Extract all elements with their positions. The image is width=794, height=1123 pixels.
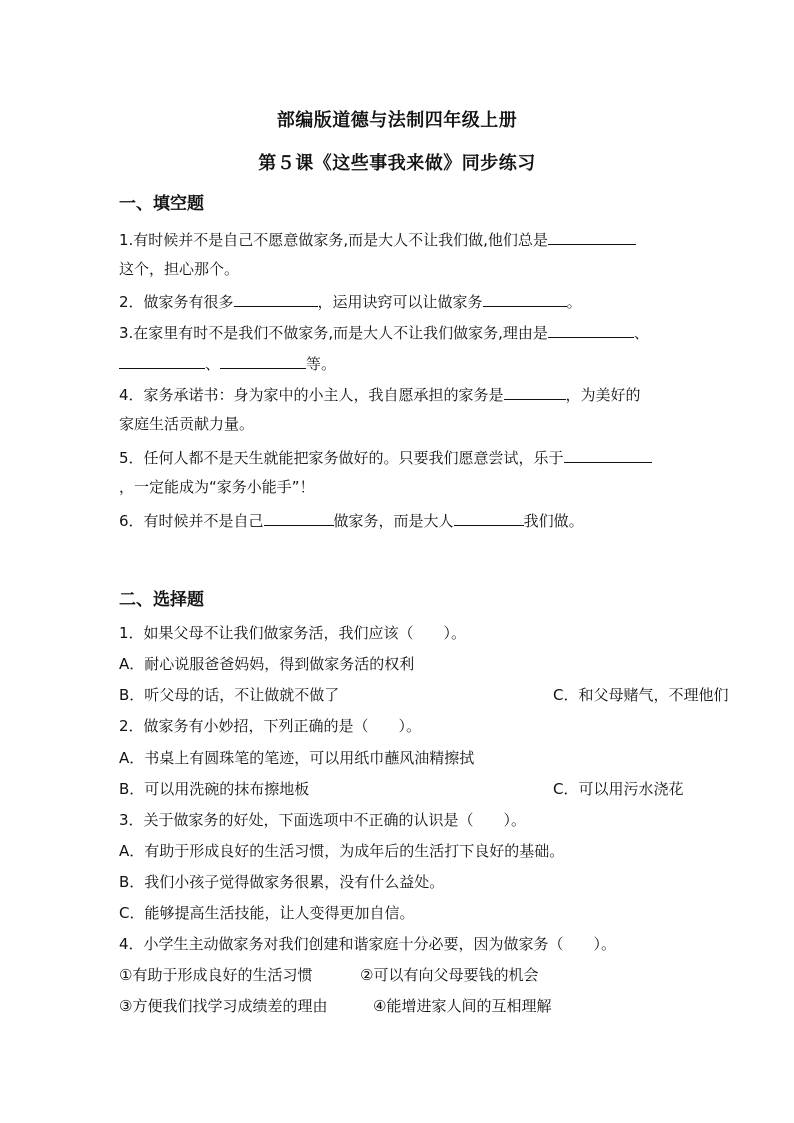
- choice-option-4-3[interactable]: ③方便我们找学习成绩差的理由: [119, 997, 328, 1015]
- choice-question-2: 2．做家务有小妙招，下列正确的是（ ）。: [119, 717, 422, 735]
- answer-blank[interactable]: [548, 228, 636, 245]
- choice-option-row: [119, 779, 684, 799]
- answer-blank[interactable]: [220, 352, 306, 369]
- answer-blank[interactable]: [504, 383, 566, 400]
- question-text: 我们做。: [523, 512, 584, 530]
- question-text: 1.有时候并不是自己不愿意做家务,而是大人不让我们做,他们总是: [119, 231, 548, 249]
- choice-option-1a[interactable]: A．耐心说服爸爸妈妈，得到做家务活的权利: [119, 655, 415, 673]
- choice-option-row: [119, 996, 552, 1016]
- section-heading-choice: 二、选择题: [119, 590, 204, 610]
- question-text: 5．任何人都不是天生就能把家务做好的。只要我们愿意尝试，乐于: [119, 449, 564, 467]
- fill-question-1: [119, 228, 636, 250]
- answer-blank[interactable]: [454, 509, 524, 526]
- fill-question-1-cont: 这个，担心那个。: [119, 260, 240, 278]
- question-text: 、: [633, 324, 649, 342]
- answer-blank[interactable]: [548, 321, 634, 338]
- choice-option-1b[interactable]: B．听父母的话，不让做就不做了: [119, 686, 340, 704]
- question-text: 。: [566, 293, 582, 311]
- question-text: 做家务，而是大人: [333, 512, 454, 530]
- question-text: 等。: [306, 355, 337, 373]
- answer-blank[interactable]: [234, 290, 318, 307]
- question-text: 4．家务承诺书：身为家中的小主人，我自愿承担的家务是: [119, 386, 504, 404]
- choice-option-4-1[interactable]: ①有助于形成良好的生活习惯: [119, 966, 313, 984]
- answer-blank[interactable]: [483, 290, 567, 307]
- question-text: 6．有时候并不是自己: [119, 512, 264, 530]
- choice-option-3b[interactable]: B．我们小孩子觉得做家务很累，没有什么益处。: [119, 873, 445, 891]
- choice-option-2c[interactable]: C．可以用污水浇花: [553, 780, 684, 798]
- choice-question-3: 3．关于做家务的好处，下面选项中不正确的认识是（ ）。: [119, 811, 527, 829]
- fill-question-3: [119, 321, 649, 343]
- fill-question-3-cont: [119, 352, 336, 374]
- choice-option-4-2[interactable]: ②可以有向父母要钱的机会: [360, 966, 539, 984]
- choice-option-4-4[interactable]: ④能增进家人间的互相理解: [373, 997, 552, 1015]
- question-text: 3.在家里有时不是我们不做家务,而是大人不让我们做家务,理由是: [119, 324, 548, 342]
- choice-option-1c[interactable]: C．和父母赌气，不理他们: [553, 686, 729, 704]
- choice-option-2b[interactable]: B．可以用洗碗的抹布擦地板: [119, 780, 310, 798]
- fill-question-5-cont: ，一定能成为“家务小能手”！: [119, 478, 315, 496]
- choice-option-3a[interactable]: A．有助于形成良好的生活习惯，为成年后的生活打下良好的基础。: [119, 842, 565, 860]
- answer-blank[interactable]: [564, 446, 652, 463]
- fill-question-2: [119, 290, 582, 312]
- section-heading-fill-blank: 一、填空题: [119, 194, 204, 214]
- choice-option-2a[interactable]: A．书桌上有圆珠笔的笔迹，可以用纸巾蘸风油精擦拭: [119, 749, 475, 767]
- choice-question-1: 1．如果父母不让我们做家务活，我们应该（ ）。: [119, 624, 467, 642]
- answer-blank[interactable]: [119, 352, 205, 369]
- question-text: ，运用诀窍可以让做家务: [317, 293, 483, 311]
- answer-blank[interactable]: [264, 509, 334, 526]
- question-text: 2．做家务有很多: [119, 293, 234, 311]
- choice-option-row: [119, 685, 729, 705]
- question-text: ，为美好的: [565, 386, 641, 404]
- choice-option-3c[interactable]: C．能够提高生活技能，让人变得更加自信。: [119, 904, 415, 922]
- fill-question-4: [119, 383, 641, 405]
- fill-question-4-cont: 家庭生活贡献力量。: [119, 415, 255, 433]
- lesson-title: 第５课《这些事我来做》同步练习: [258, 153, 536, 174]
- choice-question-4: 4．小学生主动做家务对我们创建和谐家庭十分必要，因为做家务（ ）。: [119, 935, 617, 953]
- choice-option-row: [119, 965, 539, 985]
- question-text: 、: [205, 355, 221, 373]
- fill-question-5: [119, 446, 652, 468]
- worksheet-title: 部编版道德与法制四年级上册: [276, 110, 518, 131]
- fill-question-6: [119, 509, 584, 531]
